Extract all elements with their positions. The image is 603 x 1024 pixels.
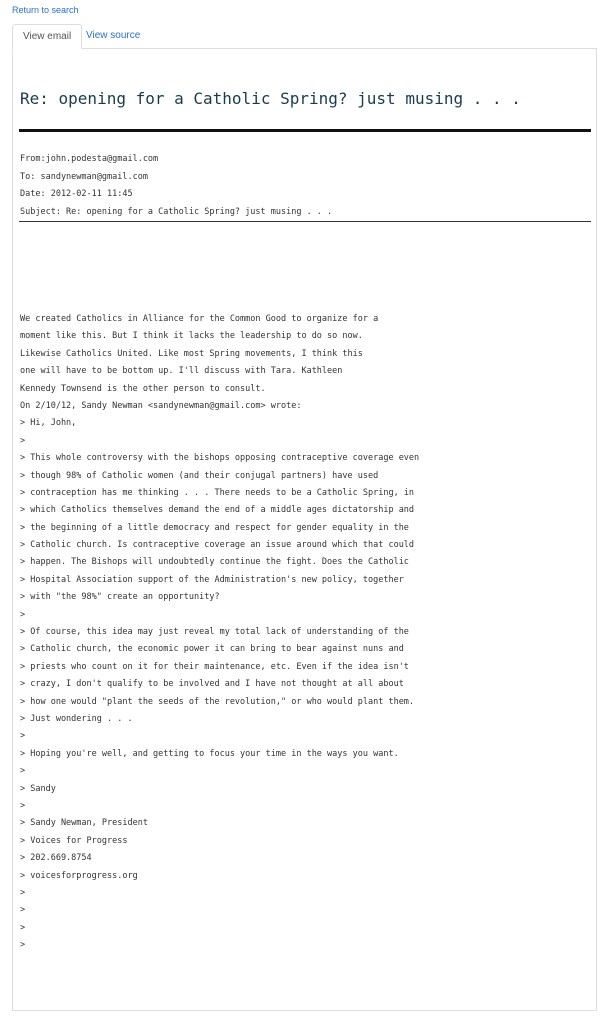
email-body-line: > Catholic church, the economic power it can bring to bear against nuns and bbox=[20, 644, 404, 655]
title-divider bbox=[19, 129, 591, 132]
email-body-line: On 2/10/12, Sandy Newman <sandynewman@gmail.com> wrote: bbox=[20, 400, 302, 411]
email-body-line: > bbox=[20, 922, 26, 933]
email-body-line: > bbox=[20, 731, 26, 742]
email-body-line: > Sandy bbox=[20, 783, 56, 794]
email-body-line: > This whole controversy with the bishops opposing contraceptive coverage even bbox=[20, 453, 420, 464]
email-body-line: > though 98% of Catholic women (and their conjugal partners) have used bbox=[20, 470, 379, 481]
email-body-line: > the beginning of a little democracy and respect for gender equality in the bbox=[20, 522, 409, 533]
email-body-line: Likewise Catholics United. Like most Spring movements, I think this bbox=[20, 348, 363, 359]
header-to: To: sandynewman@gmail.com bbox=[20, 171, 148, 182]
email-body-line: > bbox=[20, 609, 26, 620]
email-body-line: > which Catholics themselves demand the end of a middle ages dictatorship and bbox=[20, 505, 415, 516]
email-body-line: > bbox=[20, 940, 26, 951]
email-body-line: > with "the 98%" create an opportunity? bbox=[20, 592, 220, 603]
email-body-line: > voicesforprogress.org bbox=[20, 870, 138, 881]
email-body-line: > bbox=[20, 887, 26, 898]
email-body-line: > bbox=[20, 435, 26, 446]
email-body-line: We created Catholics in Alliance for the Common Good to organize for a bbox=[20, 314, 379, 324]
email-body-line: > Voices for Progress bbox=[20, 835, 128, 846]
email-panel bbox=[12, 48, 597, 1011]
email-body-line: > bbox=[20, 766, 26, 777]
email-subject-title: Re: opening for a Catholic Spring? just musing . . . bbox=[20, 89, 521, 108]
email-body-line: > Just wondering . . . bbox=[20, 713, 133, 724]
email-body-line: > bbox=[20, 800, 26, 811]
header-divider bbox=[19, 221, 591, 222]
return-to-search-link[interactable]: Return to search bbox=[12, 5, 79, 15]
tab-view-source[interactable]: View source bbox=[86, 30, 141, 41]
email-body-line: > 202.669.8754 bbox=[20, 853, 92, 864]
email-body-line: > happen. The Bishops will undoubtedly continue the fight. Does the Catholic bbox=[20, 557, 409, 568]
email-body-line: moment like this. But I think it lacks the leadership to do so now. bbox=[20, 331, 363, 342]
header-from: From:john.podesta@gmail.com bbox=[20, 154, 159, 164]
tab-view-email[interactable]: View email bbox=[12, 24, 82, 49]
view-tabs bbox=[12, 24, 597, 49]
email-body-line: > Hi, John, bbox=[20, 418, 77, 429]
email-body-line: > bbox=[20, 905, 26, 916]
header-subject: Subject: Re: opening for a Catholic Spring? just musing . . . bbox=[20, 206, 333, 217]
header-date: Date: 2012-02-11 11:45 bbox=[20, 189, 133, 199]
email-body-line: > priests who count on it for their maintenance, etc. Even if the idea isn't bbox=[20, 661, 409, 672]
email-headers bbox=[20, 151, 332, 221]
email-body-line: > Hoping you're well, and getting to focus your time in the ways you want. bbox=[20, 748, 399, 759]
email-body-line: > how one would "plant the seeds of the revolution," or who would plant them. bbox=[20, 696, 415, 707]
email-body-line: one will have to be bottom up. I'll discuss with Tara. Kathleen bbox=[20, 366, 343, 377]
email-body-line: > Catholic church. Is contraceptive coverage an issue around which that could bbox=[20, 540, 415, 551]
email-body-line: > crazy, I don't qualify to be involved and I have not thought at all about bbox=[20, 679, 404, 690]
email-body-line: > contraception has me thinking . . . There needs to be a Catholic Spring, in bbox=[20, 487, 415, 498]
email-body bbox=[20, 311, 419, 954]
email-body-line: > Of course, this idea may just reveal my total lack of understanding of the bbox=[20, 627, 409, 638]
email-body-line: > Sandy Newman, President bbox=[20, 818, 148, 829]
email-body-line: Kennedy Townsend is the other person to consult. bbox=[20, 383, 266, 394]
email-body-line: > Hospital Association support of the Administration's new policy, together bbox=[20, 574, 404, 585]
